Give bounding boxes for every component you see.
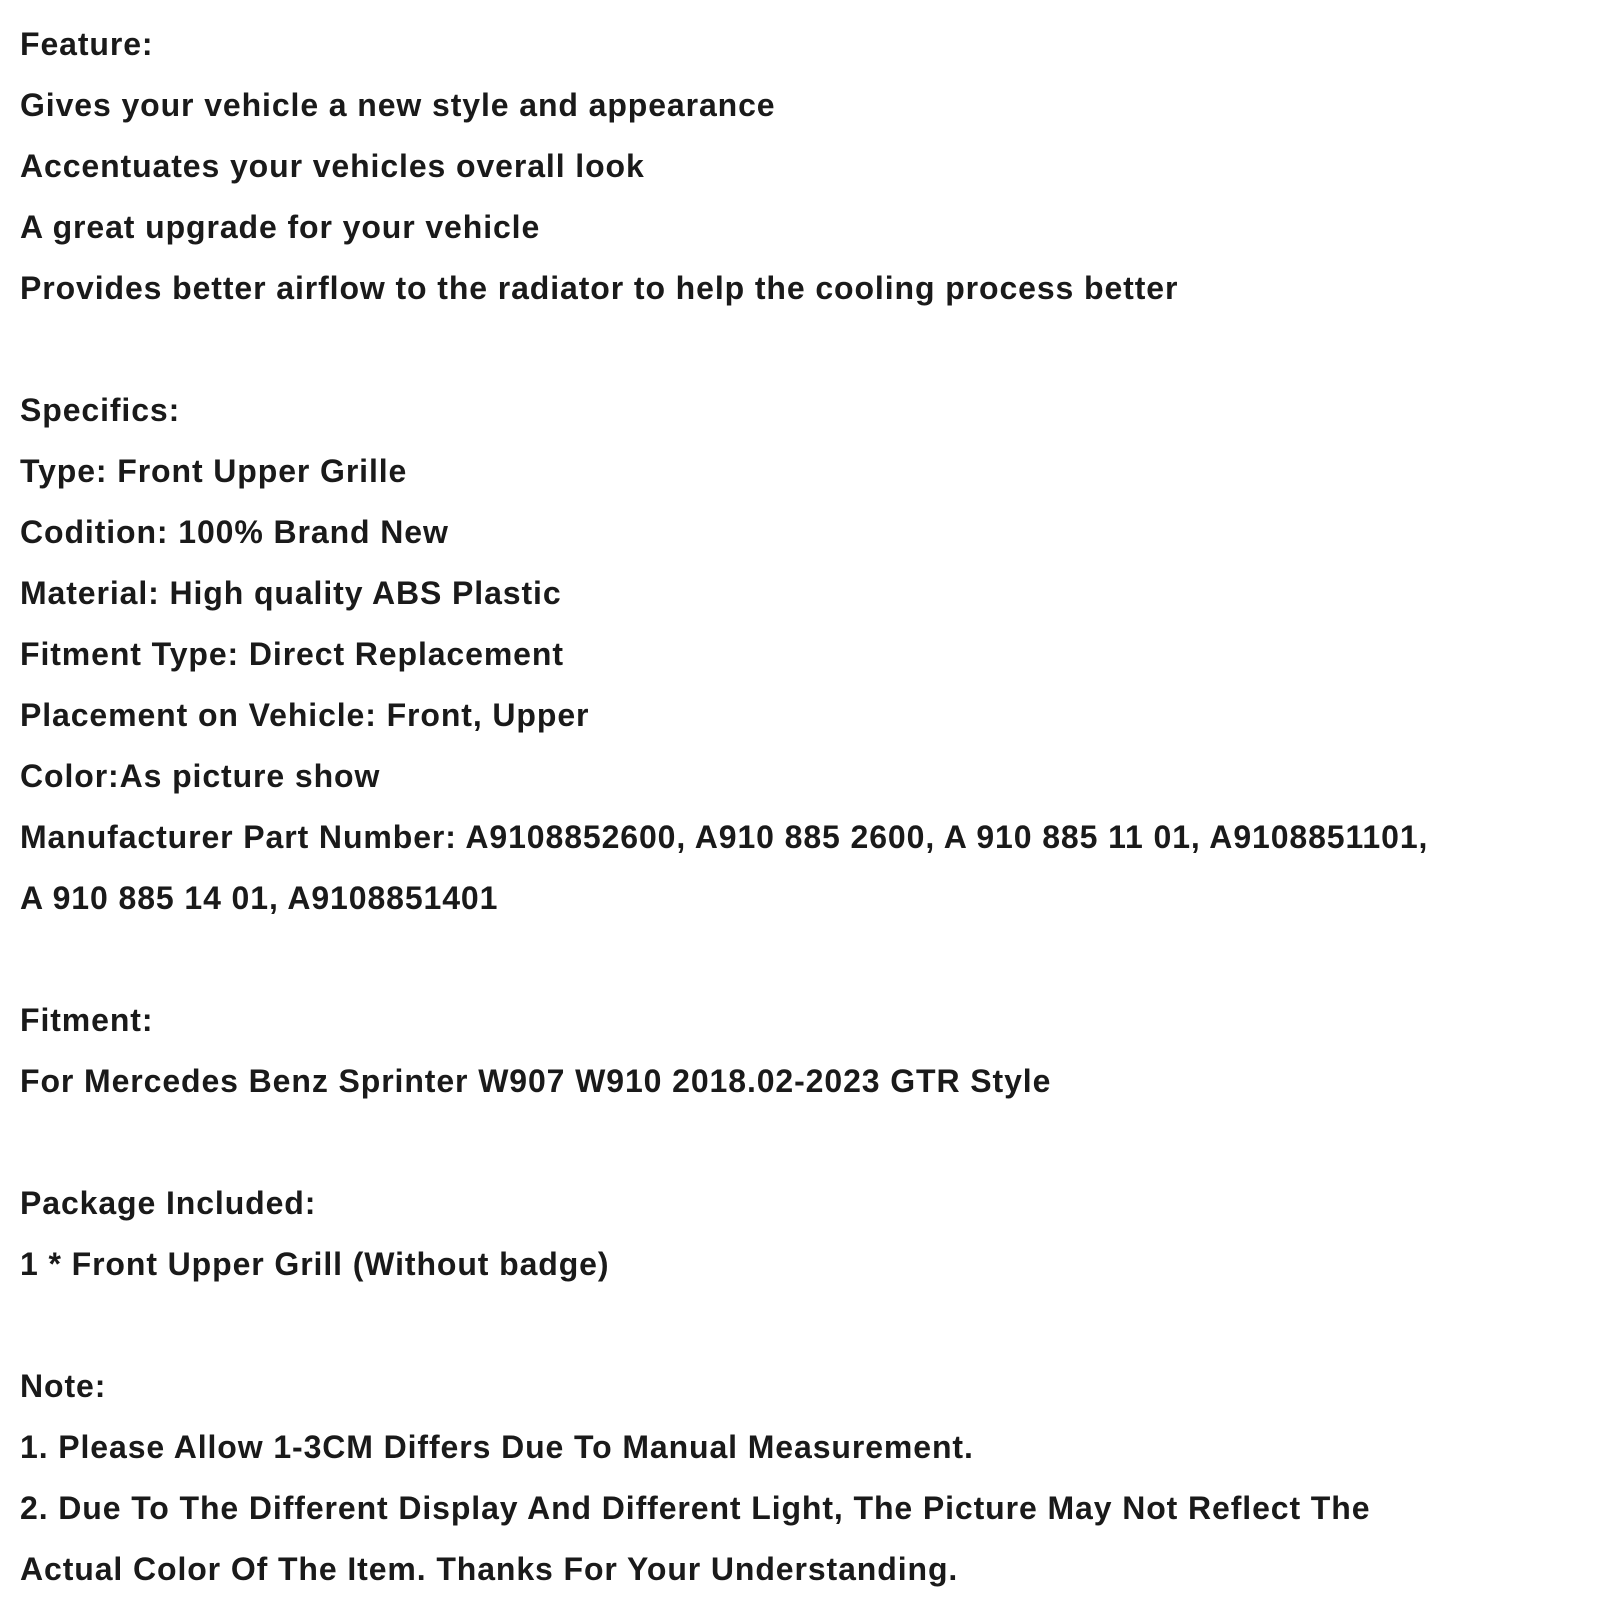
spec-color: Color:As picture show xyxy=(20,758,381,794)
package-item: 1 * Front Upper Grill (Without badge) xyxy=(20,1246,610,1282)
feature-item: Accentuates your vehicles overall look xyxy=(20,148,645,184)
spec-part-number-continued: A 910 885 14 01, A9108851401 xyxy=(20,880,499,916)
product-description xyxy=(20,14,1590,1600)
fitment-heading: Fitment: xyxy=(20,1002,154,1038)
feature-item: A great upgrade for your vehicle xyxy=(20,209,541,245)
note-item: 1. Please Allow 1-3CM Differs Due To Manual Measurement. xyxy=(20,1429,974,1465)
note-item: 2. Due To The Different Display And Different Light, The Picture May Not Reflect The xyxy=(20,1490,1371,1526)
specifics-section xyxy=(20,380,1590,929)
feature-section xyxy=(20,14,1590,319)
fitment-section xyxy=(20,990,1590,1112)
specifics-heading: Specifics: xyxy=(20,392,181,428)
section-spacer xyxy=(20,929,1590,990)
spec-material: Material: High quality ABS Plastic xyxy=(20,575,562,611)
spec-fitment-type: Fitment Type: Direct Replacement xyxy=(20,636,564,672)
section-spacer xyxy=(20,1112,1590,1173)
spec-part-number: Manufacturer Part Number: A9108852600, A910 885 2600, A 910 885 11 01, A9108851101, xyxy=(20,819,1429,855)
spec-condition: Codition: 100% Brand New xyxy=(20,514,449,550)
package-section xyxy=(20,1173,1590,1295)
note-heading: Note: xyxy=(20,1368,107,1404)
note-section xyxy=(20,1356,1590,1600)
feature-item: Gives your vehicle a new style and appearance xyxy=(20,87,776,123)
note-item-continued: Actual Color Of The Item. Thanks For Your Understanding. xyxy=(20,1551,959,1587)
section-spacer xyxy=(20,1295,1590,1356)
fitment-item: For Mercedes Benz Sprinter W907 W910 2018.02-2023 GTR Style xyxy=(20,1063,1052,1099)
feature-heading: Feature: xyxy=(20,26,154,62)
package-heading: Package Included: xyxy=(20,1185,317,1221)
spec-type: Type: Front Upper Grille xyxy=(20,453,408,489)
feature-item: Provides better airflow to the radiator to help the cooling process better xyxy=(20,270,1179,306)
spec-placement: Placement on Vehicle: Front, Upper xyxy=(20,697,590,733)
section-spacer xyxy=(20,319,1590,380)
